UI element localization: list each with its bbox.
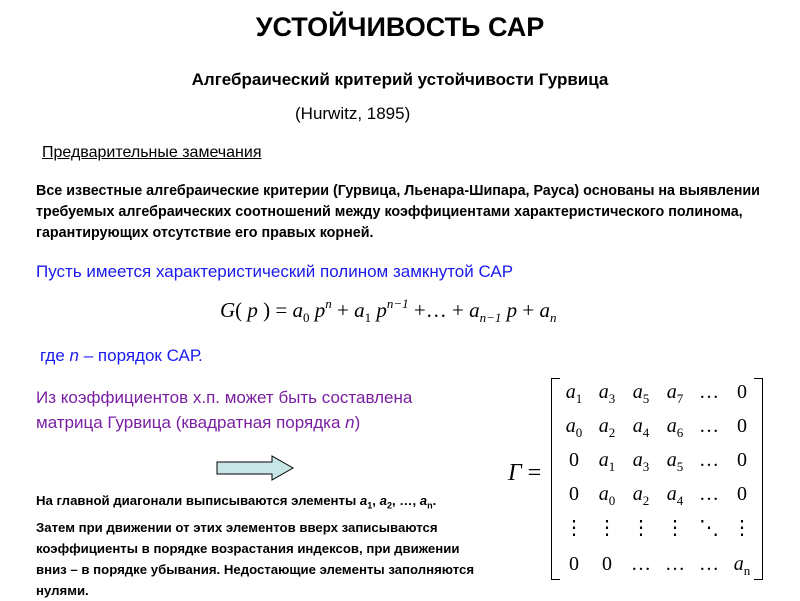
formula-power-n-minus-1: n−1 bbox=[386, 296, 409, 311]
formula-p: p bbox=[247, 298, 258, 322]
diagonal-note bbox=[36, 490, 476, 601]
matrix-cell-value: … bbox=[631, 553, 651, 575]
matrix-cell bbox=[692, 414, 726, 438]
formula-g: G bbox=[220, 298, 236, 322]
matrix-cell-value: a bbox=[632, 449, 643, 471]
formula-power-n: n bbox=[325, 296, 332, 311]
formula-plus: + bbox=[413, 298, 426, 322]
matrix-cell-value: ⋮ bbox=[732, 517, 752, 539]
matrix-cell bbox=[624, 448, 658, 474]
gamma-equals: = bbox=[527, 460, 542, 486]
matrix-cell-value: 0 bbox=[737, 449, 747, 471]
matrix-cell bbox=[624, 414, 658, 440]
order-note bbox=[40, 346, 203, 366]
matrix-cell-value: a bbox=[598, 483, 609, 505]
matrix-cell-index: 2 bbox=[642, 493, 650, 508]
matrix-cell-index: 2 bbox=[608, 425, 616, 440]
note-index-n: n bbox=[427, 500, 433, 511]
matrix-cell bbox=[658, 414, 692, 440]
note-text-1: На главной диагонали выписываются элементы bbox=[36, 493, 360, 508]
formula-a: a bbox=[469, 298, 480, 322]
formula-p: p bbox=[506, 298, 518, 322]
matrix-cell-index: 1 bbox=[608, 459, 616, 474]
note-comma: , bbox=[372, 493, 380, 508]
matrix-cell bbox=[658, 516, 692, 540]
matrix-cell bbox=[692, 552, 726, 576]
matrix-cell bbox=[624, 482, 658, 508]
note-index-1: 1 bbox=[367, 500, 373, 511]
formula-a: a bbox=[354, 298, 365, 322]
matrix-cell-index: 5 bbox=[642, 391, 650, 406]
slide-subtitle: Алгебраический критерий устойчивости Гурвица bbox=[191, 70, 609, 89]
matrix-cell-index: 4 bbox=[676, 493, 684, 508]
formula-index-1: 1 bbox=[364, 310, 372, 325]
prelim-heading: Предварительные замечания bbox=[42, 144, 262, 161]
matrix-cell-value: ⋮ bbox=[597, 517, 617, 539]
gamma-symbol: Γ bbox=[508, 460, 522, 486]
matrix-cell-value: 0 bbox=[602, 553, 612, 575]
year-label: (Hurwitz, 1895) bbox=[295, 104, 411, 123]
polynomial-intro: Пусть имеется характеристический полином замкнутой САР bbox=[36, 262, 514, 281]
matrix-cell bbox=[658, 380, 692, 406]
formula-plus: + bbox=[451, 298, 464, 322]
matrix-cell-index: 0 bbox=[575, 425, 583, 440]
matrix-cell bbox=[557, 482, 591, 506]
matrix-cell-index: 7 bbox=[676, 391, 684, 406]
intro-paragraph: Все известные алгебраические критерии (Гурвица, Льенара-Шипара, Рауса) основаны на выявлении требуемых алгебраических соотношений между коэффициентами характеристического полинома, гарантирующих отсутствие его правых корней. bbox=[36, 183, 760, 241]
matrix-cell bbox=[590, 516, 624, 540]
matrix-cell-index: 6 bbox=[676, 425, 684, 440]
matrix-cell-value: a bbox=[598, 415, 609, 437]
matrix-cell bbox=[590, 414, 624, 440]
matrix-cell-value: a bbox=[565, 381, 576, 403]
matrix-cell-value: 0 bbox=[569, 553, 579, 575]
matrix-cell bbox=[557, 380, 591, 406]
formula-index-0: 0 bbox=[303, 310, 310, 325]
matrix-cell-index: 3 bbox=[642, 459, 650, 474]
note-a: a bbox=[379, 493, 387, 508]
matrix-cell bbox=[725, 482, 759, 506]
matrix-cell bbox=[725, 448, 759, 472]
matrix-cell-value: a bbox=[666, 381, 677, 403]
formula-a: a bbox=[292, 298, 304, 322]
matrix-cell bbox=[658, 482, 692, 508]
matrix-cell bbox=[624, 516, 658, 540]
matrix-cell bbox=[692, 516, 726, 540]
matrix-cell-value: a bbox=[632, 381, 643, 403]
matrix-cell bbox=[725, 552, 759, 578]
formula-a: a bbox=[539, 298, 550, 322]
matrix-cell-value: a bbox=[666, 415, 677, 437]
matrix-cell-value: a bbox=[598, 381, 609, 403]
note-index-2: 2 bbox=[386, 500, 392, 511]
matrix-cell-value: … bbox=[699, 449, 719, 471]
formula-p: p bbox=[376, 298, 387, 322]
matrix-intro bbox=[36, 385, 436, 435]
matrix-cell-value: ⋮ bbox=[665, 517, 685, 539]
formula-paren-right: ) bbox=[263, 298, 271, 322]
right-arrow-icon bbox=[216, 455, 296, 481]
matrix-intro-var: n bbox=[345, 413, 355, 432]
matrix-cell-value: ⋮ bbox=[631, 517, 651, 539]
matrix-cell-index: 4 bbox=[642, 425, 650, 440]
matrix-cell-value: … bbox=[665, 553, 685, 575]
matrix-cell bbox=[557, 448, 591, 472]
matrix-cell-value: a bbox=[666, 449, 677, 471]
formula-paren-left: ( bbox=[235, 298, 243, 322]
matrix-cell bbox=[624, 380, 658, 406]
note-a: a bbox=[359, 493, 368, 508]
note-text-3: . Затем при движении от этих элементов вверх записываются коэффициенты в порядке возрастания индексов, при движении вниз – в порядке убывания. Недостающие элементы заполняются нулями. bbox=[36, 493, 475, 598]
matrix-bracket-right bbox=[754, 378, 763, 580]
matrix-cell-value: ⋱ bbox=[699, 517, 719, 539]
matrix-cell-value: a bbox=[598, 449, 609, 471]
matrix-cell-value: a bbox=[666, 483, 677, 505]
matrix-cell bbox=[624, 552, 658, 576]
matrix-cell-index: n bbox=[743, 563, 751, 578]
matrix-cell-value: a bbox=[632, 415, 643, 437]
formula-plus: + bbox=[522, 298, 535, 322]
matrix-cell-index: 3 bbox=[608, 391, 616, 406]
matrix-intro-part1: Из коэффициентов х.п. может быть составлена матрица Гурвица (квадратная порядка bbox=[36, 388, 413, 432]
formula-dots: … bbox=[425, 298, 447, 322]
matrix-cell-value: 0 bbox=[737, 415, 747, 437]
matrix-cell bbox=[557, 552, 591, 576]
matrix-cell-value: a bbox=[632, 483, 643, 505]
arrow-shape bbox=[217, 456, 293, 480]
matrix-cell bbox=[692, 380, 726, 404]
matrix-cell bbox=[725, 414, 759, 438]
matrix-cell-value: a bbox=[733, 553, 744, 575]
matrix-cell-value: 0 bbox=[737, 381, 747, 403]
matrix-intro-part2: ) bbox=[354, 413, 361, 432]
matrix-cell-index: 1 bbox=[575, 391, 583, 406]
matrix-cell bbox=[590, 448, 624, 474]
matrix-cell bbox=[590, 482, 624, 508]
matrix-cell bbox=[658, 552, 692, 576]
formula-p: p bbox=[314, 298, 326, 322]
slide-title: УСТОЙЧИВОСТЬ САР bbox=[255, 12, 545, 42]
matrix-cell bbox=[725, 380, 759, 404]
gamma-label bbox=[508, 460, 541, 487]
order-note-prefix: где bbox=[40, 346, 70, 365]
order-note-suffix: – порядок САР. bbox=[79, 346, 203, 365]
formula-index-n-minus-1: n−1 bbox=[479, 310, 502, 325]
matrix-cell bbox=[590, 552, 624, 576]
matrix-cell bbox=[557, 414, 591, 440]
matrix-cell bbox=[557, 516, 591, 540]
note-a: a bbox=[419, 493, 428, 508]
matrix-cell-value: 0 bbox=[569, 483, 579, 505]
matrix-cell-value: 0 bbox=[737, 483, 747, 505]
matrix-cell-index: 5 bbox=[676, 459, 684, 474]
matrix-cell-index: 0 bbox=[608, 493, 616, 508]
matrix-cell-value: 0 bbox=[569, 449, 579, 471]
formula-index-n: n bbox=[549, 310, 557, 325]
formula-plus: + bbox=[337, 298, 349, 322]
matrix-cell-value: … bbox=[699, 553, 719, 575]
matrix-cell bbox=[692, 482, 726, 506]
matrix-cell-value: … bbox=[699, 483, 719, 505]
matrix-cell-value: … bbox=[699, 381, 719, 403]
matrix-cell bbox=[590, 380, 624, 406]
matrix-cell-value: … bbox=[699, 415, 719, 437]
matrix-cell bbox=[725, 516, 759, 540]
matrix-cell-value: ⋮ bbox=[564, 517, 584, 539]
matrix-cell bbox=[658, 448, 692, 474]
matrix-cell bbox=[692, 448, 726, 472]
polynomial-formula bbox=[220, 298, 556, 323]
order-note-var: n bbox=[69, 346, 80, 365]
matrix-bracket-left bbox=[551, 378, 560, 580]
note-text-2: , …, bbox=[391, 493, 420, 508]
formula-equals: = bbox=[275, 298, 288, 322]
matrix-cell-value: a bbox=[565, 415, 576, 437]
